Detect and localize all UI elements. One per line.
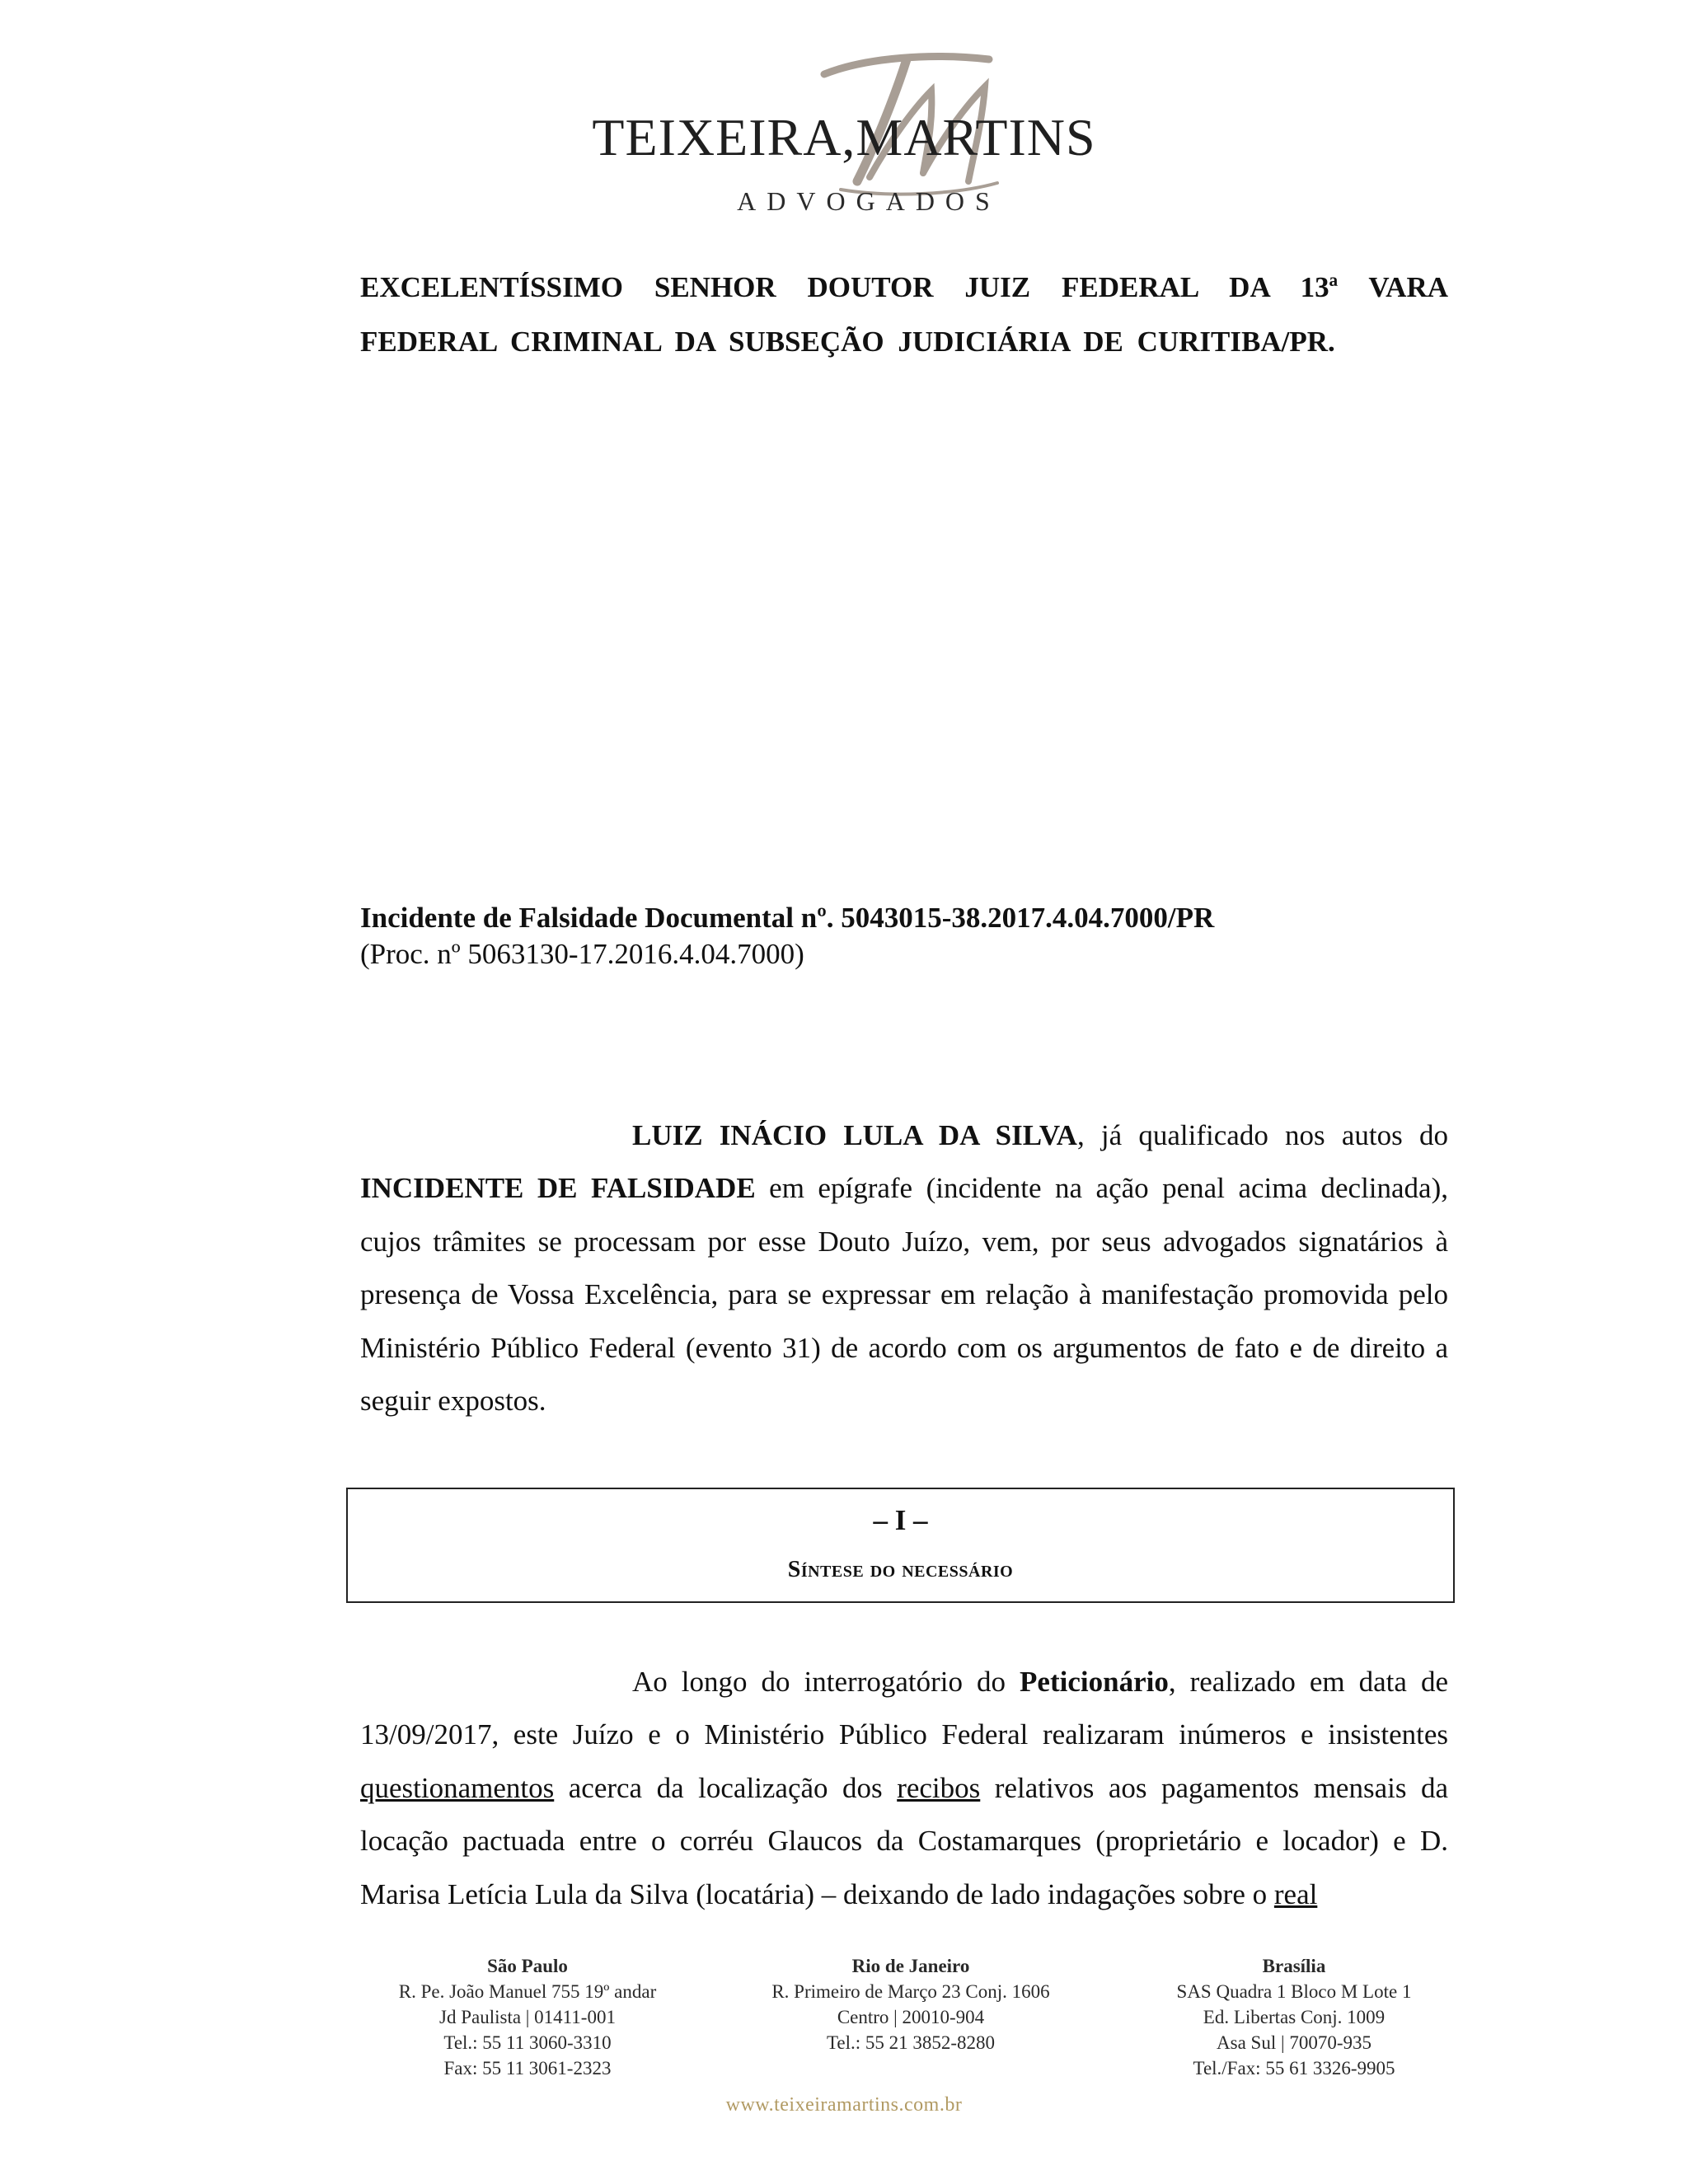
letterhead [0,41,1688,231]
office-address-line: Asa Sul | 70070-935 [1217,2032,1372,2053]
introductory-paragraph [360,1109,1448,1427]
office-phone: Tel.: 55 21 3852-8280 [826,2032,996,2053]
addressee-heading: EXCELENTÍSSIMO SENHOR DOUTOR JUIZ FEDERAL DA 13ª VARA FEDERAL CRIMINAL DA SUBSEÇÃO JUDICIÁRIA DE CURITIBA/PR. [360,271,1448,358]
website-link[interactable]: www.teixeiramartins.com.br [725,2094,963,2116]
paragraph-text: , já qualificado nos autos do [1076,1119,1448,1151]
incident-label: INCIDENTE DE FALSIDADE [360,1172,756,1205]
office-rio-de-janeiro [734,1953,1088,2055]
paragraph-text: Ao longo do interrogatório do [632,1666,1020,1698]
section-heading-box [346,1488,1455,1603]
underlined-questions: questionamentos [360,1771,555,1804]
office-address-line: SAS Quadra 1 Bloco M Lote 1 [1176,1981,1412,2002]
office-address-line: Centro | 20010-904 [837,2007,985,2027]
petitioner-term: Peticionário [1020,1666,1169,1698]
office-address-line: R. Primeiro de Março 23 Conj. 1606 [771,1981,1050,2002]
office-phone-fax: Tel./Fax: 55 61 3326-9905 [1193,2058,1395,2079]
case-reference [360,900,1448,972]
office-city: Rio de Janeiro [851,1956,970,1976]
firm-name: TEIXEIRA,MARTINS [592,108,1096,166]
section-title: Síntese do necessário [787,1557,1014,1582]
paragraph-text: acerca da localização dos [554,1771,898,1804]
paragraph-text: relativos aos pagamentos mensais da locação pactuada entre o corréu Glaucos da Costamarques (proprietário e locador) e D. Marisa Letícia Lula da Silva (locatária) – deixando de lado indagações sobre o [360,1771,1448,1910]
petitioner-name: LUIZ INÁCIO LULA DA SILVA [632,1119,1077,1151]
firm-subtitle: ADVOGADOS [737,186,1001,216]
underlined-real: real [1273,1877,1318,1910]
case-number: Incidente de Falsidade Documental nº. 5043015-38.2017.4.04.7000/PR [360,902,1215,934]
paragraph-text: , realizado em data de 13/09/2017, este Juízo e o Ministério Público Federal realizaram inúmeros e insistentes [360,1666,1448,1751]
office-address-line: Jd Paulista | 01411-001 [439,2007,616,2027]
office-city: São Paulo [487,1956,568,1976]
office-brasilia [1129,1953,1459,2081]
paragraph-text: em epígrafe (incidente na ação penal acima declinada), cujos trâmites se processam por esse Douto Juízo, vem, por seus advogados signatários à presença de Vossa Excelência, para se expressar em relação à manifestação promovida pelo Ministério Público Federal (evento 31) de acordo com os argumentos de fato e de direito a seguir expostos. [360,1172,1448,1418]
synthesis-paragraph [360,1656,1448,1921]
office-city: Brasília [1262,1956,1326,1976]
process-number: (Proc. nº 5063130-17.2016.4.04.7000) [360,938,804,970]
section-number: – I – [873,1504,928,1536]
office-address-line: Ed. Libertas Conj. 1009 [1203,2007,1386,2027]
underlined-receipts: recibos [897,1771,981,1804]
office-fax: Fax: 55 11 3061-2323 [443,2058,612,2079]
office-sao-paulo [363,1953,692,2081]
office-phone: Tel.: 55 11 3060-3310 [443,2032,612,2053]
office-address-line: R. Pe. João Manuel 755 19º andar [398,1981,657,2002]
